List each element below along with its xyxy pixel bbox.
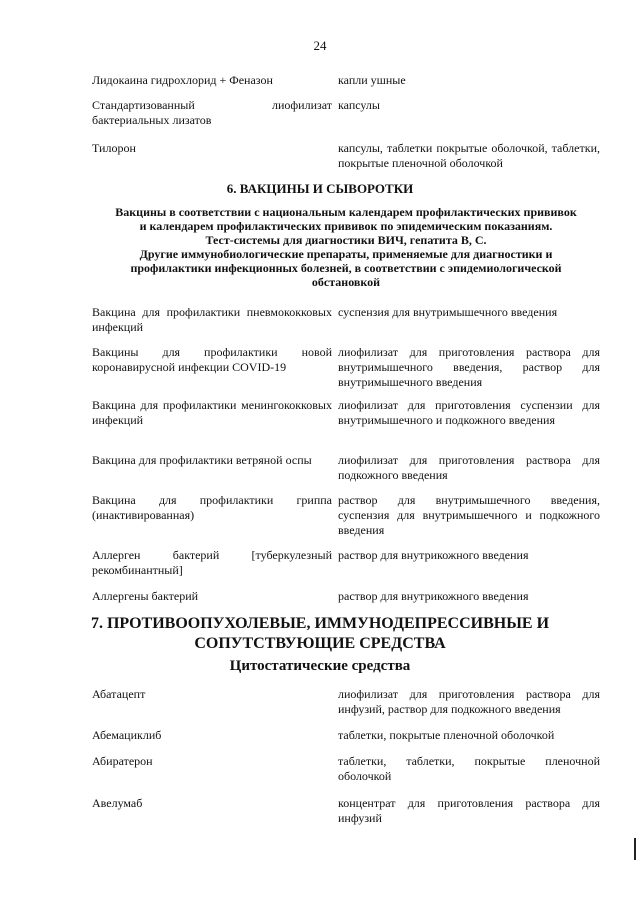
drug-row bbox=[92, 305, 600, 335]
drug-row bbox=[92, 398, 600, 428]
drug-row bbox=[92, 493, 600, 538]
drug-name: Аллергены бактерий bbox=[92, 589, 199, 603]
drug-row bbox=[92, 141, 600, 171]
drug-form: лиофилизат для приготовления раствора для инфузий, раствор для подкожного введения bbox=[338, 687, 600, 716]
drug-name: Вакцина для профилактики ветряной оспы bbox=[92, 453, 312, 467]
drug-name-suffix: лиофилизат bbox=[271, 98, 332, 112]
subheading-line: Вакцины в соответствии с национальным календарем профилактических прививок bbox=[115, 205, 577, 219]
section-subtitle: Цитостатические средства bbox=[229, 658, 411, 674]
drug-name bbox=[92, 98, 338, 128]
section-title-line: 7. ПРОТИВООПУХОЛЕВЫЕ, ИММУНОДЕПРЕССИВНЫЕ И bbox=[90, 615, 550, 632]
drug-row bbox=[92, 453, 600, 483]
drug-name: Абемациклиб bbox=[92, 728, 162, 742]
drug-form: раствор для внутримышечного введения, суспензия для внутримышечного и подкожного введения bbox=[338, 493, 600, 537]
drug-name: Абиратерон bbox=[92, 754, 153, 768]
section-title-line: СОПУТСТВУЮЩИЕ СРЕДСТВА bbox=[194, 635, 446, 652]
subheading-line: профилактики инфекционных болезней, в соответствии с эпидемиологической bbox=[130, 261, 562, 275]
drug-form: концентрат для приготовления раствора для инфузий bbox=[338, 796, 600, 825]
drug-name: Вакцина для профилактики пневмококковых инфекций bbox=[92, 305, 332, 334]
drug-row bbox=[92, 73, 600, 88]
drug-name: Вакцина для профилактики менингококковых инфекций bbox=[92, 398, 332, 427]
subheading-line: и календарем профилактических прививок по эпидемическим показаниям. bbox=[139, 219, 553, 233]
drug-name: Абатацепт bbox=[92, 687, 146, 701]
drug-form: раствор для внутрикожного введения bbox=[338, 548, 529, 562]
drug-name: Лидокаина гидрохлорид + Феназон bbox=[92, 73, 273, 87]
drug-name-line: бактериальных лизатов bbox=[92, 113, 212, 127]
drug-row bbox=[92, 754, 600, 784]
drug-row bbox=[92, 345, 600, 390]
drug-form: раствор для внутрикожного введения bbox=[338, 589, 529, 603]
page-number: 24 bbox=[313, 38, 327, 53]
drug-form: лиофилизат для приготовления суспензии для внутримышечного и подкожного введения bbox=[338, 398, 600, 427]
section-title: 6. ВАКЦИНЫ И СЫВОРОТКИ bbox=[226, 181, 414, 196]
section-subheading bbox=[92, 205, 600, 289]
subheading-line: Тест-системы для диагностики ВИЧ, гепатита В, С. bbox=[205, 233, 487, 247]
drug-row bbox=[92, 796, 600, 826]
drug-form: лиофилизат для приготовления раствора для внутримышечного введения, раствор для внутримышечного введения bbox=[338, 345, 600, 389]
drug-form: таблетки, покрытые пленочной оболочкой bbox=[338, 728, 555, 742]
drug-form: лиофилизат для приготовления раствора для подкожного введения bbox=[338, 453, 600, 482]
subheading-line: Другие иммунобиологические препараты, применяемые для диагностики и bbox=[139, 247, 553, 261]
section-title bbox=[0, 614, 640, 654]
drug-name-line: Стандартизованный bbox=[92, 98, 195, 112]
drug-form: капсулы, таблетки покрытые оболочкой, таблетки, покрытые пленочной оболочкой bbox=[338, 141, 600, 170]
drug-row bbox=[92, 98, 600, 128]
drug-name: Вакцина для профилактики гриппа (инактивированная) bbox=[92, 493, 332, 522]
drug-name: Аллерген бактерий [туберкулезный рекомбинантный] bbox=[92, 548, 332, 577]
drug-form: суспензия для внутримышечного введения bbox=[338, 305, 558, 319]
drug-row bbox=[92, 589, 600, 604]
drug-form: капсулы bbox=[338, 98, 380, 112]
subheading-line: обстановкой bbox=[311, 275, 381, 289]
drug-row bbox=[92, 687, 600, 717]
drug-row bbox=[92, 548, 600, 578]
drug-name: Вакцины для профилактики новой коронавирусной инфекции COVID-19 bbox=[92, 345, 332, 374]
drug-name: Тилорон bbox=[92, 141, 136, 155]
drug-name: Авелумаб bbox=[92, 796, 143, 810]
page-edge-mark bbox=[634, 838, 636, 860]
drug-form: капли ушные bbox=[338, 73, 406, 87]
drug-row bbox=[92, 728, 600, 743]
drug-form: таблетки, таблетки, покрытые пленочной оболочкой bbox=[338, 754, 600, 783]
